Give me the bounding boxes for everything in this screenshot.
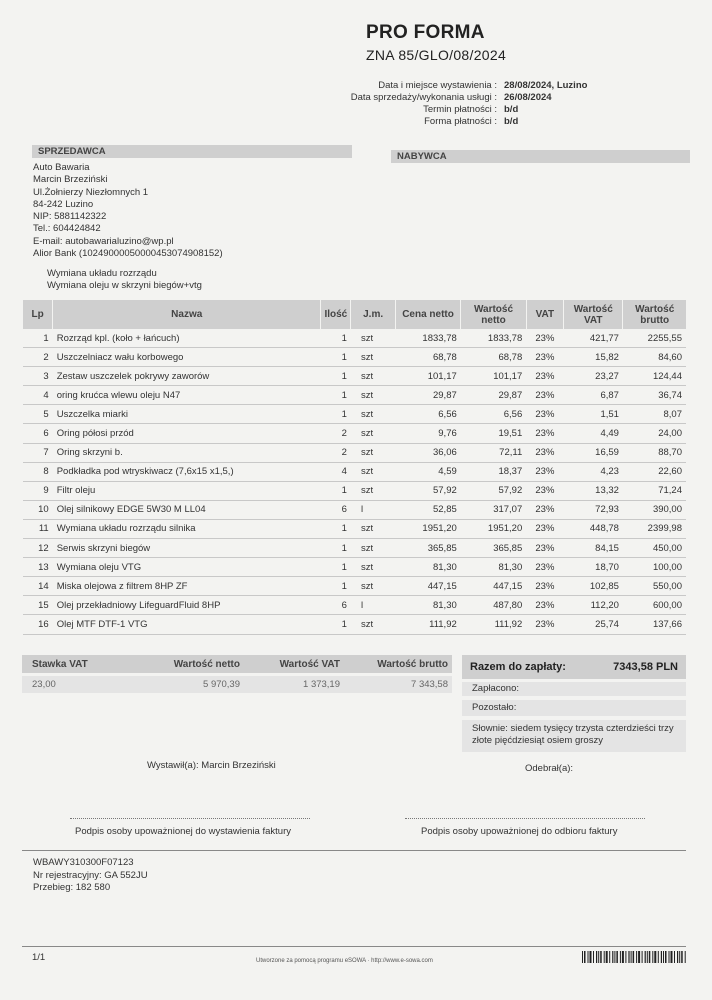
table-cell: 23%: [526, 519, 563, 538]
table-cell: 88,70: [623, 443, 686, 462]
table-cell: 23,27: [564, 367, 623, 386]
paid-row: [462, 682, 686, 696]
table-cell: 1: [321, 405, 351, 424]
invoice-meta: [300, 80, 712, 128]
vat-amount: 1 373,19: [303, 679, 340, 690]
table-row: [23, 424, 687, 443]
divider: [22, 850, 686, 851]
receiver-signature-line: [405, 818, 645, 819]
vat-summary-heading: Wartość brutto: [377, 658, 448, 670]
table-cell: 23%: [526, 329, 563, 348]
issuer: [147, 760, 276, 771]
amount-in-words: Słownie: siedem tysięcy trzysta czterdzieści trzy złote pięćdziesiąt osiem groszy: [462, 720, 686, 752]
table-cell: 1: [321, 558, 351, 577]
table-row: [23, 481, 687, 500]
table-cell: 421,77: [564, 329, 623, 348]
table-row: [23, 329, 687, 348]
column-header: Wartość brutto: [623, 300, 686, 329]
table-cell: 13,32: [564, 481, 623, 500]
table-cell: szt: [351, 615, 395, 634]
table-cell: Rozrząd kpl. (koło + łańcuch): [53, 329, 321, 348]
vat-summary-row: [22, 676, 452, 693]
table-cell: szt: [351, 539, 395, 558]
buyer-heading: NABYWCA: [391, 150, 690, 163]
table-cell: 450,00: [623, 539, 686, 558]
table-cell: 9: [23, 481, 53, 500]
meta-row: [300, 92, 712, 104]
table-cell: 6: [23, 424, 53, 443]
total-to-pay: [462, 655, 686, 679]
issuer-signature-line: [70, 818, 310, 819]
table-cell: 14: [23, 577, 53, 596]
table-cell: 4,23: [564, 462, 623, 481]
meta-value: b/d: [504, 116, 519, 127]
table-cell: 23%: [526, 577, 563, 596]
table-cell: 1: [321, 367, 351, 386]
table-row: [23, 577, 687, 596]
column-header: VAT: [526, 300, 563, 329]
items-table: [22, 300, 686, 635]
table-cell: 1,51: [564, 405, 623, 424]
meta-label: Forma płatności :: [424, 116, 497, 127]
issuer-signature-caption: Podpis osoby upoważnionej do wystawienia faktury: [75, 826, 291, 837]
vehicle-vin: WBAWY310300F07123: [33, 857, 134, 868]
meta-value: 28/08/2024, Luzino: [504, 80, 588, 91]
column-header: Wartość netto: [461, 300, 526, 329]
table-cell: 25,74: [564, 615, 623, 634]
total-value: 7343,58 PLN: [613, 661, 678, 673]
table-cell: 18,37: [461, 462, 526, 481]
table-cell: oring krućca wlewu oleju N47: [53, 386, 321, 405]
table-cell: 29,87: [395, 386, 460, 405]
barcode-icon: [582, 951, 686, 963]
table-cell: Olej silnikowy EDGE 5W30 M LL04: [53, 500, 321, 519]
table-cell: 16,59: [564, 443, 623, 462]
table-cell: 112,20: [564, 596, 623, 615]
table-cell: 9,76: [395, 424, 460, 443]
table-cell: szt: [351, 367, 395, 386]
table-cell: szt: [351, 424, 395, 443]
table-cell: 81,30: [395, 596, 460, 615]
table-cell: 72,93: [564, 500, 623, 519]
table-row: [23, 367, 687, 386]
table-cell: 317,07: [461, 500, 526, 519]
meta-label: Data sprzedaży/wykonania usługi :: [350, 92, 497, 103]
table-cell: 1: [321, 348, 351, 367]
document-number: ZNA 85/GLO/08/2024: [366, 47, 507, 63]
table-cell: 36,74: [623, 386, 686, 405]
table-cell: 124,44: [623, 367, 686, 386]
generator-note: Utworzone za pomocą programu eSOWA · http://www.e-sowa.com: [256, 958, 433, 964]
table-cell: 71,24: [623, 481, 686, 500]
page-number: 1/1: [32, 952, 46, 963]
vat-rate: 23,00: [32, 679, 56, 690]
table-cell: 23%: [526, 615, 563, 634]
table-cell: 1: [321, 329, 351, 348]
table-cell: 10: [23, 500, 53, 519]
table-cell: 137,66: [623, 615, 686, 634]
seller-line: Tel.: 604424842: [33, 223, 101, 235]
table-cell: 57,92: [461, 481, 526, 500]
vat-summary-heading: Stawka VAT: [32, 658, 88, 670]
table-cell: 600,00: [623, 596, 686, 615]
table-header-row: [23, 300, 687, 329]
seller-line: 84-242 Luzino: [33, 198, 94, 210]
table-cell: 3: [23, 367, 53, 386]
column-header: Cena netto: [395, 300, 460, 329]
table-cell: 1: [321, 615, 351, 634]
table-cell: 4: [23, 386, 53, 405]
table-cell: 81,30: [395, 558, 460, 577]
table-cell: 390,00: [623, 500, 686, 519]
column-header: Ilość: [321, 300, 351, 329]
table-cell: szt: [351, 519, 395, 538]
service-description: [47, 268, 202, 291]
table-row: [23, 558, 687, 577]
table-cell: 23%: [526, 443, 563, 462]
table-cell: 15: [23, 596, 53, 615]
table-cell: 18,70: [564, 558, 623, 577]
table-cell: 365,85: [395, 539, 460, 558]
table-cell: 5: [23, 405, 53, 424]
table-cell: 1951,20: [395, 519, 460, 538]
table-cell: 447,15: [395, 577, 460, 596]
table-row: [23, 519, 687, 538]
table-cell: 23%: [526, 558, 563, 577]
table-cell: 16: [23, 615, 53, 634]
table-cell: 72,11: [461, 443, 526, 462]
column-header: Wartość VAT: [564, 300, 623, 329]
description-line: Wymiana oleju w skrzyni biegów+vtg: [47, 279, 202, 291]
table-cell: 13: [23, 558, 53, 577]
column-header: Nazwa: [53, 300, 321, 329]
table-cell: 23%: [526, 367, 563, 386]
table-cell: 68,78: [461, 348, 526, 367]
table-cell: 81,30: [461, 558, 526, 577]
remaining-row: [462, 700, 686, 716]
paid-label: Zapłacono:: [472, 683, 520, 694]
seller-line: Auto Bawaria: [33, 162, 90, 173]
table-cell: 2: [321, 424, 351, 443]
table-cell: szt: [351, 329, 395, 348]
vat-gross: 7 343,58: [411, 679, 448, 690]
table-cell: Filtr oleju: [53, 481, 321, 500]
description-line: Wymiana układu rozrządu: [47, 268, 157, 279]
table-cell: 100,00: [623, 558, 686, 577]
seller-line: Ul.Żołnierzy Niezłomnych 1: [33, 186, 149, 198]
table-row: [23, 443, 687, 462]
vehicle-info: [33, 857, 148, 895]
column-header: Lp: [23, 300, 53, 329]
table-cell: 2: [321, 443, 351, 462]
table-cell: 24,00: [623, 424, 686, 443]
column-header: J.m.: [351, 300, 395, 329]
total-label: Razem do zapłaty:: [470, 661, 566, 673]
table-cell: 365,85: [461, 539, 526, 558]
table-cell: szt: [351, 462, 395, 481]
table-cell: 23%: [526, 462, 563, 481]
table-cell: 1: [321, 481, 351, 500]
table-cell: Miska olejowa z filtrem 8HP ZF: [53, 577, 321, 596]
table-cell: 1: [321, 519, 351, 538]
table-cell: 22,60: [623, 462, 686, 481]
seller-line: E-mail: autobawarialuzino@wp.pl: [33, 235, 174, 247]
table-cell: 29,87: [461, 386, 526, 405]
table-cell: szt: [351, 348, 395, 367]
table-cell: 11: [23, 519, 53, 538]
receiver-label: Odebrał(a):: [525, 763, 574, 774]
issuer-label: Wystawił(a):: [147, 760, 199, 771]
table-cell: Uszczelka miarki: [53, 405, 321, 424]
table-cell: 15,82: [564, 348, 623, 367]
table-cell: 1: [321, 577, 351, 596]
table-cell: Podkładka pod wtryskiwacz (7,6x15 x1,5,): [53, 462, 321, 481]
table-cell: 6: [321, 596, 351, 615]
meta-row: [300, 80, 712, 92]
table-cell: 111,92: [461, 615, 526, 634]
table-row: [23, 596, 687, 615]
table-cell: Oring skrzyni b.: [53, 443, 321, 462]
table-cell: 2399,98: [623, 519, 686, 538]
table-cell: 2255,55: [623, 329, 686, 348]
meta-label: Termin płatności :: [423, 104, 497, 115]
table-cell: szt: [351, 386, 395, 405]
table-cell: l: [351, 596, 395, 615]
table-row: [23, 462, 687, 481]
seller-heading: SPRZEDAWCA: [32, 145, 352, 158]
table-cell: 23%: [526, 596, 563, 615]
table-cell: 4,49: [564, 424, 623, 443]
table-cell: 102,85: [564, 577, 623, 596]
table-cell: Zestaw uszczelek pokrywy zaworów: [53, 367, 321, 386]
receiver-signature-caption: Podpis osoby upoważnionej do odbioru faktury: [421, 826, 618, 837]
table-cell: 6,56: [461, 405, 526, 424]
meta-row: [300, 116, 712, 128]
table-cell: l: [351, 500, 395, 519]
table-row: [23, 539, 687, 558]
table-cell: 101,17: [395, 367, 460, 386]
table-cell: Olej przekładniowy LifeguardFluid 8HP: [53, 596, 321, 615]
table-cell: Oring półosi przód: [53, 424, 321, 443]
table-cell: 8: [23, 462, 53, 481]
table-cell: 36,06: [395, 443, 460, 462]
table-cell: 6,56: [395, 405, 460, 424]
seller-line: NIP: 5881142322: [33, 211, 107, 223]
table-cell: Olej MTF DTF-1 VTG: [53, 615, 321, 634]
table-cell: 57,92: [395, 481, 460, 500]
table-cell: 7: [23, 443, 53, 462]
table-cell: 23%: [526, 405, 563, 424]
table-cell: 52,85: [395, 500, 460, 519]
document-title: PRO FORMA: [366, 22, 485, 43]
table-cell: 6,87: [564, 386, 623, 405]
table-cell: 68,78: [395, 348, 460, 367]
meta-value: 26/08/2024: [504, 92, 552, 103]
table-row: [23, 500, 687, 519]
table-cell: szt: [351, 443, 395, 462]
table-cell: 84,60: [623, 348, 686, 367]
table-cell: szt: [351, 481, 395, 500]
footer-divider: [22, 946, 686, 947]
table-cell: 19,51: [461, 424, 526, 443]
table-cell: 1: [321, 539, 351, 558]
table-cell: 1: [23, 329, 53, 348]
table-row: [23, 386, 687, 405]
table-cell: 2: [23, 348, 53, 367]
table-cell: 6: [321, 500, 351, 519]
table-cell: 1951,20: [461, 519, 526, 538]
table-cell: Wymiana oleju VTG: [53, 558, 321, 577]
issuer-name: Marcin Brzeziński: [201, 760, 276, 771]
table-cell: 23%: [526, 481, 563, 500]
table-cell: 487,80: [461, 596, 526, 615]
vat-net: 5 970,39: [203, 679, 240, 690]
table-cell: szt: [351, 558, 395, 577]
table-cell: 23%: [526, 539, 563, 558]
seller-line: Alior Bank (10249000050000453074908152): [33, 248, 223, 260]
table-cell: 23%: [526, 500, 563, 519]
table-cell: Serwis skrzyni biegów: [53, 539, 321, 558]
table-row: [23, 405, 687, 424]
table-cell: Uszczelniacz wału korbowego: [53, 348, 321, 367]
table-cell: 4,59: [395, 462, 460, 481]
table-cell: 550,00: [623, 577, 686, 596]
meta-row: [300, 104, 712, 116]
meta-value: b/d: [504, 104, 519, 115]
table-cell: 1833,78: [395, 329, 460, 348]
vat-summary-heading: Wartość netto: [173, 658, 240, 670]
seller-line: Marcin Brzeziński: [33, 174, 108, 186]
table-cell: 448,78: [564, 519, 623, 538]
table-row: [23, 615, 687, 634]
table-cell: 101,17: [461, 367, 526, 386]
table-cell: szt: [351, 577, 395, 596]
table-cell: 447,15: [461, 577, 526, 596]
table-cell: 4: [321, 462, 351, 481]
table-cell: 12: [23, 539, 53, 558]
vat-summary-heading: Wartość VAT: [279, 658, 340, 670]
remaining-label: Pozostało:: [472, 702, 517, 713]
vehicle-registration: Nr rejestracyjny: GA 552JU: [33, 869, 148, 881]
vehicle-mileage: Przebieg: 182 580: [33, 882, 111, 893]
table-cell: szt: [351, 405, 395, 424]
table-cell: 1: [321, 386, 351, 405]
table-row: [23, 348, 687, 367]
table-cell: 84,15: [564, 539, 623, 558]
table-cell: 23%: [526, 348, 563, 367]
meta-label: Data i miejsce wystawienia :: [378, 80, 497, 91]
vat-summary-header: [22, 655, 452, 673]
table-cell: Wymiana układu rozrządu silnika: [53, 519, 321, 538]
table-cell: 23%: [526, 424, 563, 443]
table-cell: 23%: [526, 386, 563, 405]
table-cell: 111,92: [395, 615, 460, 634]
table-cell: 8,07: [623, 405, 686, 424]
seller-details: [33, 162, 223, 260]
table-cell: 1833,78: [461, 329, 526, 348]
